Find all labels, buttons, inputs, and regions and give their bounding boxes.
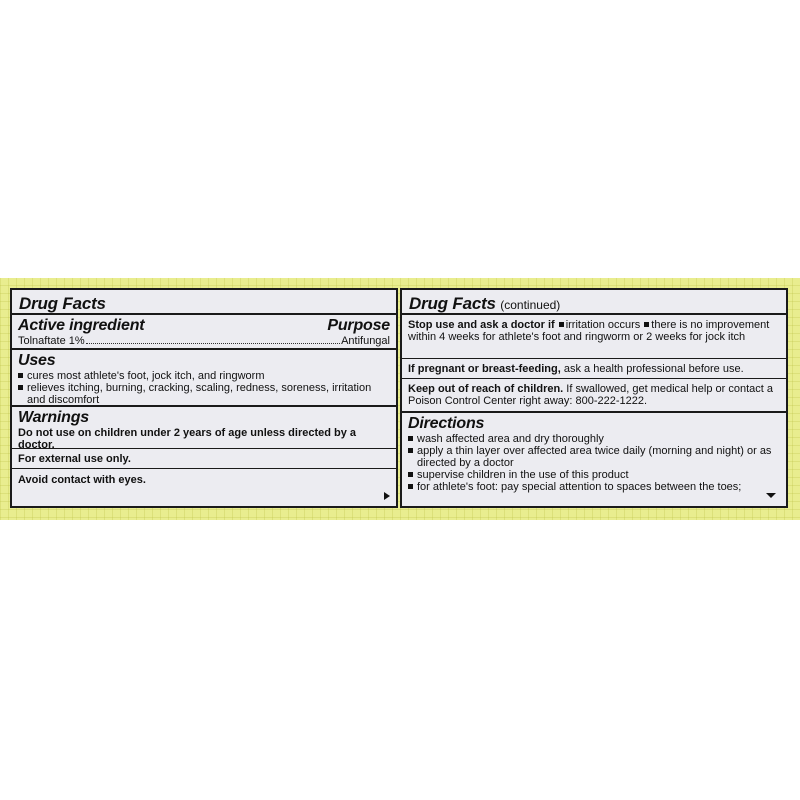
active-ingredient-heading: Active ingredient: [18, 317, 145, 334]
children-text: If swallowed, get medical help or contact a Poison Control Center right away: 800-222-1222.: [408, 383, 773, 407]
stop-use-section: [402, 315, 786, 359]
stop-use-item: there is no improvement within 4 weeks for athlete's foot and ringworm or 2 weeks for jock itch: [408, 319, 770, 343]
drug-facts-panel-right: [400, 288, 788, 508]
warnings-heading: Warnings: [18, 409, 90, 426]
warning-external-row: [12, 449, 396, 469]
warning-eyes: Avoid contact with eyes.: [18, 474, 146, 486]
drug-facts-title: Drug Facts: [19, 294, 106, 313]
drug-facts-continued-title-row: [402, 290, 786, 315]
children-section: [402, 379, 786, 413]
warning-eyes-row: [12, 469, 396, 489]
dot-leader: [86, 343, 340, 344]
directions-item: apply a thin layer over affected area twice daily (morning and night) or as directed by a doctor: [408, 445, 780, 469]
warning-children: Do not use on children under 2 years of age unless directed by a doctor.: [18, 427, 357, 451]
stop-use-item: irritation occurs: [565, 319, 641, 331]
directions-section: [402, 413, 786, 493]
directions-item: wash affected area and dry thoroughly: [408, 433, 780, 445]
ingredient-purpose: Antifungal: [341, 335, 390, 347]
uses-item: relieves itching, burning, cracking, scaling, redness, soreness, irritation and discomfort: [18, 382, 390, 406]
bullet-icon: [559, 322, 564, 327]
uses-item: cures most athlete's foot, jock itch, and ringworm: [18, 370, 390, 382]
pregnancy-lead: If pregnant or breast-feeding,: [408, 363, 561, 375]
warning-external: For external use only.: [18, 453, 131, 465]
pregnancy-section: [402, 359, 786, 379]
ingredient-name: Tolnaftate 1%: [18, 335, 85, 347]
drug-facts-panel-left: [10, 288, 398, 508]
directions-item: supervise children in the use of this product: [408, 469, 780, 481]
directions-item: for athlete's foot: pay special attention to spaces between the toes;: [408, 481, 780, 493]
pregnancy-text: ask a health professional before use.: [560, 363, 744, 375]
active-ingredient-section: [12, 315, 396, 350]
stop-use-lead: Stop use and ask a doctor if: [408, 319, 555, 331]
bullet-icon: [644, 322, 649, 327]
children-lead: Keep out of reach of children.: [408, 383, 564, 395]
purpose-heading: Purpose: [327, 317, 390, 334]
uses-heading: Uses: [18, 352, 56, 369]
drug-facts-title: Drug Facts: [409, 294, 496, 313]
drug-facts-title-row: [12, 290, 396, 315]
continue-arrow-icon: [384, 492, 390, 500]
directions-heading: Directions: [408, 415, 485, 432]
continue-down-arrow-icon: [766, 493, 776, 498]
uses-section: [12, 350, 396, 407]
warnings-section: [12, 407, 396, 449]
continued-label: (continued): [500, 298, 561, 312]
